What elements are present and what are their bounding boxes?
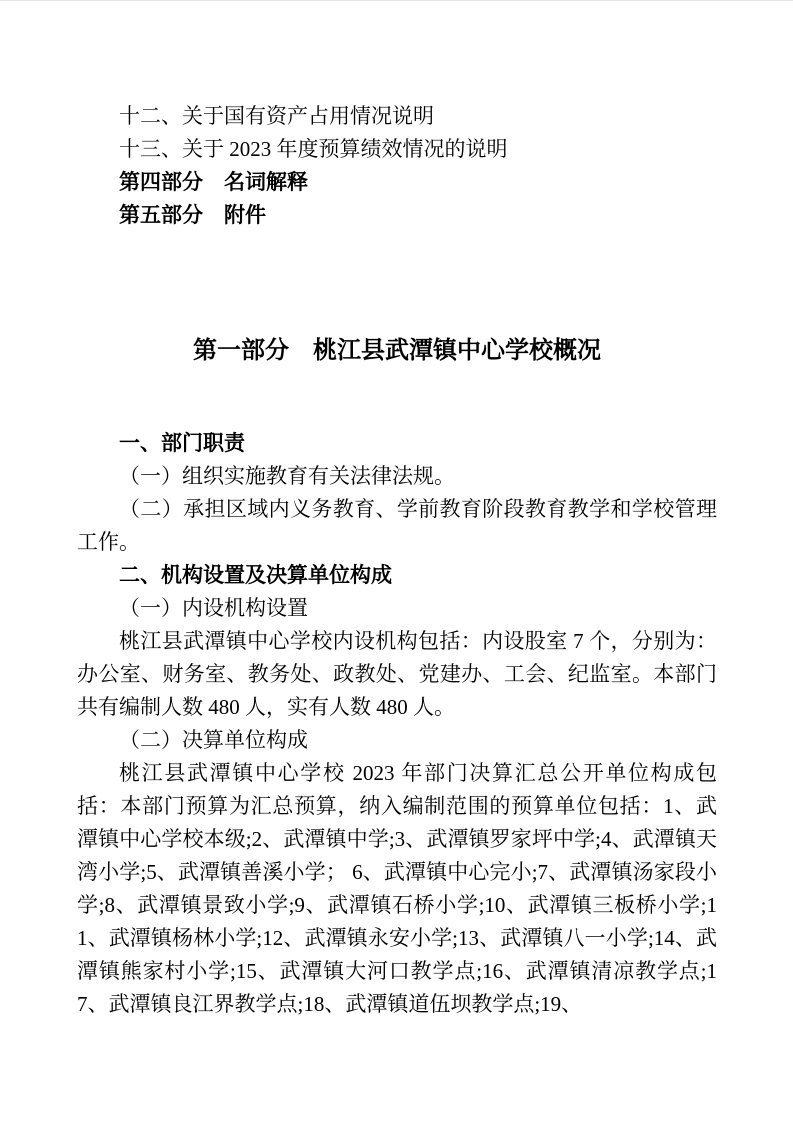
paragraph-internal-setup: 桃江县武潭镇中心学校内设机构包括：内设股室 7 个，分别为：办公室、财务室、教务处、政教处、党建办、工会、纪监室。本部门共有编制人数 480 人，实有人数 480 人。 <box>77 629 717 719</box>
paragraph-unit-composition: 桃江县武潭镇中心学校 2023 年部门决算汇总公开单位构成包括：本部门预算为汇总预算，纳入编制范围的预算单位包括：1、武潭镇中心学校本级;2、武潭镇中学;3、武潭镇罗家坪中学;4、武潭镇天湾小学;5、武潭镇善溪小学； 6、武潭镇中心完小;7、武潭镇汤家段小学;8、武潭镇景致小学;9、武潭镇石桥小学;10、武潭镇三板桥小学;11、武潭镇杨林小学;12、武潭镇永安小学;13、武潭镇八一小学;14、武潭镇熊家村小学;15、武潭镇大河口教学点;16、武潭镇清凉教学点;17、武潭镇良江界教学点;18、武潭镇道伍坝教学点;19、 <box>77 761 717 1016</box>
toc-item-part5: 第五部分 附件 <box>119 203 266 227</box>
heading-organization: 二、机构设置及决算单位构成 <box>119 563 392 587</box>
subheading-internal-setup: （一）内设机构设置 <box>119 596 308 620</box>
toc-item-13: 十三、关于 2023 年度预算绩效情况的说明 <box>119 137 508 161</box>
section-title: 第一部分 桃江县武潭镇中心学校概况 <box>193 338 601 364</box>
paragraph-duty-2: （二）承担区域内义务教育、学前教育阶段教育教学和学校管理工作。 <box>77 497 717 554</box>
heading-department-duties: 一、部门职责 <box>119 431 245 455</box>
page-content <box>77 1 717 1021</box>
table-of-contents <box>77 100 717 232</box>
paragraph-duty-1: （一）组织实施教育有关法律法规。 <box>119 464 455 488</box>
toc-item-part4: 第四部分 名词解释 <box>119 170 308 194</box>
subheading-unit-composition: （二）决算单位构成 <box>119 728 308 752</box>
toc-item-12: 十二、关于国有资产占用情况说明 <box>119 104 434 128</box>
document-body <box>77 427 717 1021</box>
